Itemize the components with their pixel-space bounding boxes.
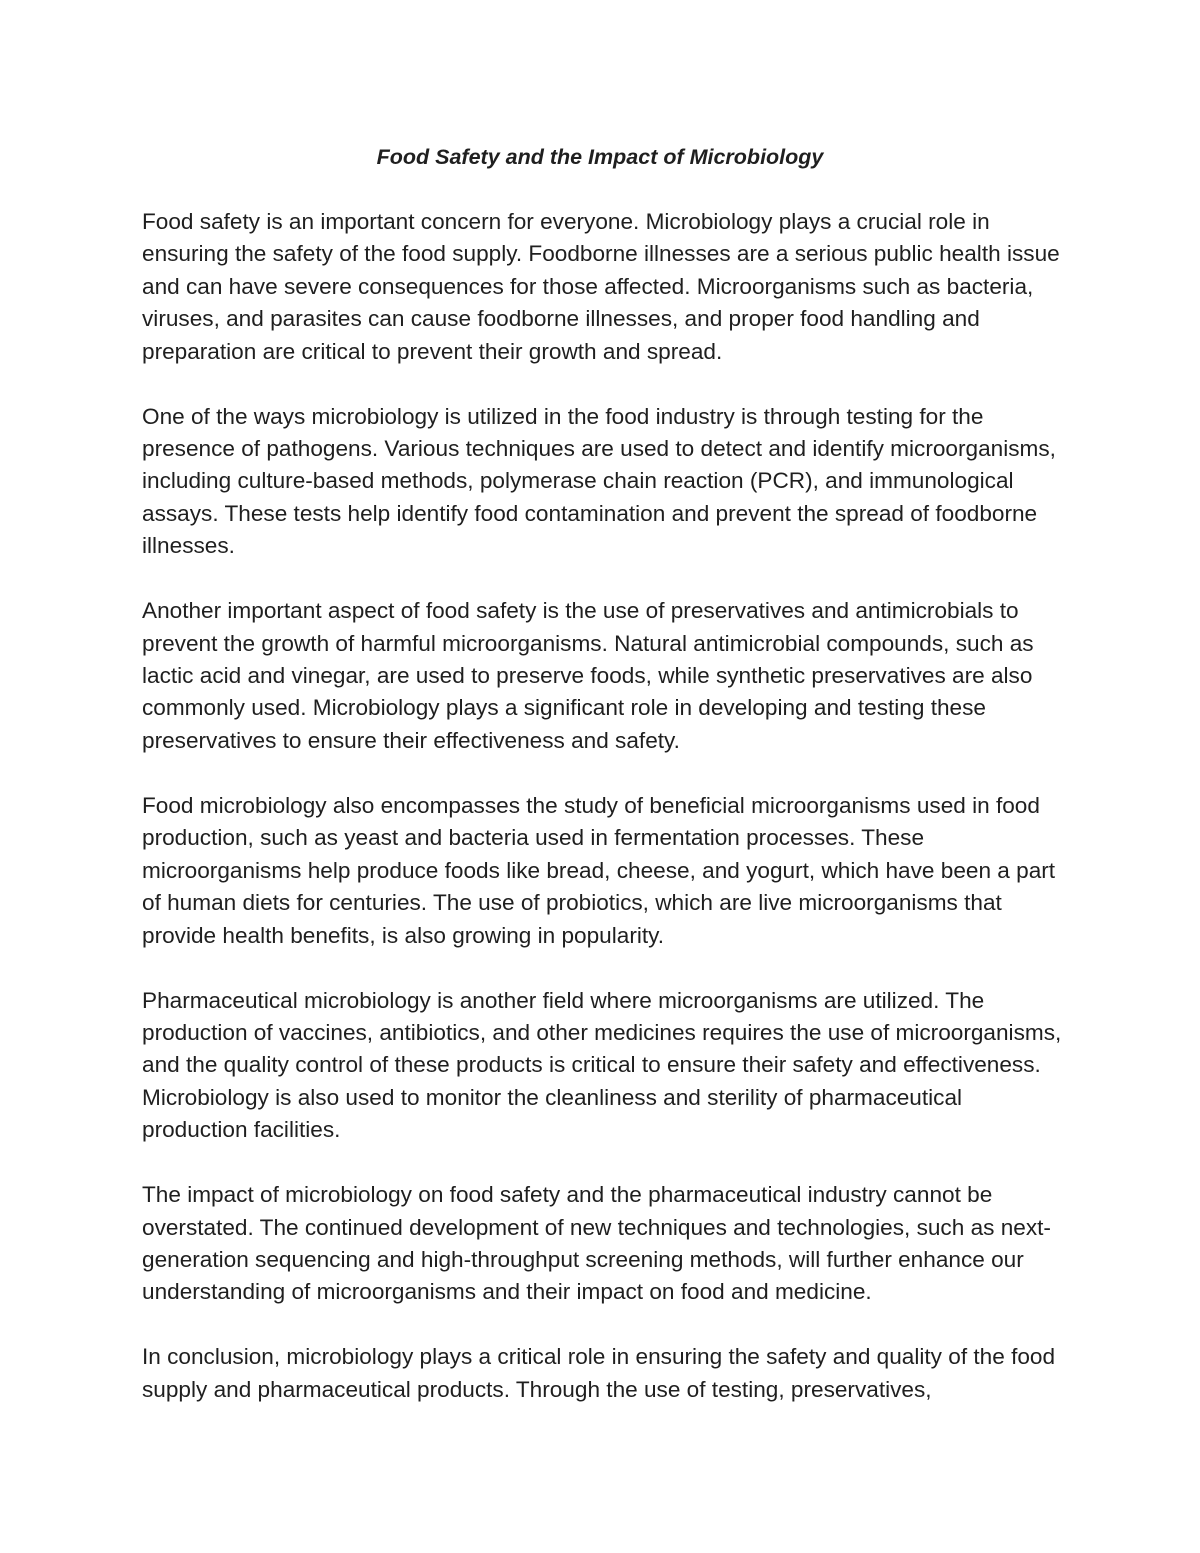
paragraph-intro: Food safety is an important concern for everyone. Microbiology plays a crucial role in ensuring the safety of the food supply. Foodborne illnesses are a serious public health issue and can have severe consequences for those affected. Microorganisms such as bacteria, viruses, and parasites can cause foodborne illnesses, and proper food handling and preparation are critical to prevent their growth and spread. <box>142 209 1060 364</box>
paragraph-beneficial-microorganisms: Food microbiology also encompasses the study of beneficial microorganisms used in food production, such as yeast and bacteria used in fermentation processes. These microorganisms help produce foods like bread, cheese, and yogurt, which have been a part of human diets for centuries. The use of probiotics, which are live microorganisms that provide health benefits, is also growing in popularity. <box>142 792 1056 948</box>
paragraph-pathogen-testing: One of the ways microbiology is utilized in the food industry is through testing for the presence of pathogens. Various techniques are used to detect and identify microorganisms, including culture-based methods, polymerase chain reaction (PCR), and immunological assays. These tests help identify food contamination and prevent the spread of foodborne illnesses. <box>142 403 1056 559</box>
paragraph-preservatives: Another important aspect of food safety is the use of preservatives and antimicrobials to prevent the growth of harmful microorganisms. Natural antimicrobial compounds, such as lactic acid and vinegar, are used to preserve foods, while synthetic preservatives are also commonly used. Microbiology plays a significant role in developing and testing these preservatives to ensure their effectiveness and safety. <box>142 598 1034 753</box>
document-title: Food Safety and the Impact of Microbiology <box>376 145 824 169</box>
paragraph-conclusion: In conclusion, microbiology plays a critical role in ensuring the safety and quality of the food supply and pharmaceutical products. Through the use of testing, preservatives, <box>142 1344 1056 1402</box>
document-body <box>142 141 1062 1406</box>
paragraph-impact: The impact of microbiology on food safety and the pharmaceutical industry cannot be overstated. The continued development of new techniques and technologies, such as next-generation sequencing and high-throughput screening methods, will further enhance our understanding of microorganisms and their impact on food and medicine. <box>142 1182 1051 1305</box>
paragraph-pharmaceutical-microbiology: Pharmaceutical microbiology is another field where microorganisms are utilized. The production of vaccines, antibiotics, and other medicines requires the use of microorganisms, and the quality control of these products is critical to ensure their safety and effectiveness. Microbiology is also used to monitor the cleanliness and sterility of pharmaceutical production facilities. <box>142 987 1062 1143</box>
